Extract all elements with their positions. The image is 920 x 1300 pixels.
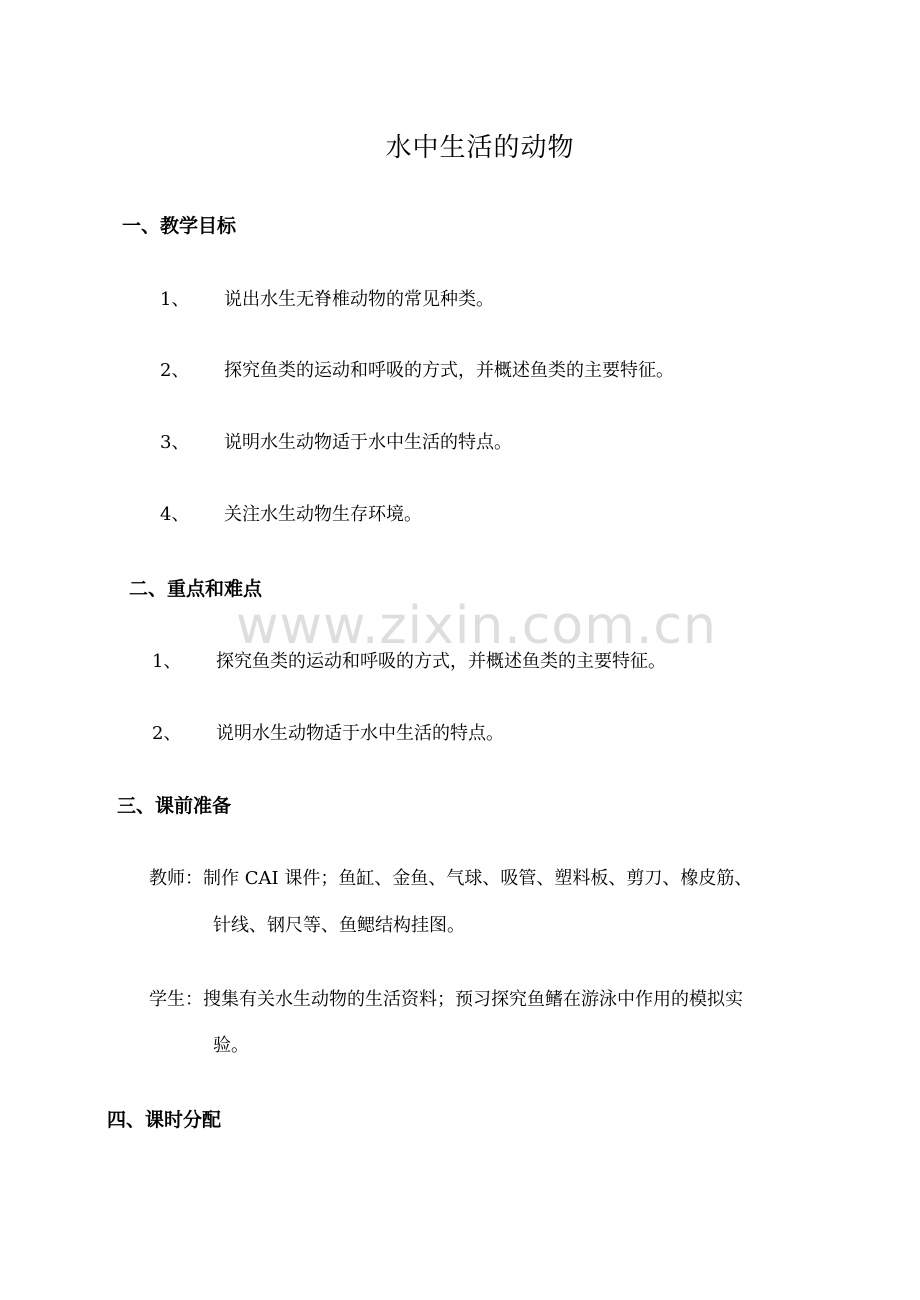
- section-heading-key-points: 二、重点和难点: [129, 578, 263, 600]
- watermark: www.zixin.com.cn: [236, 596, 717, 656]
- item-number: 2、: [152, 723, 182, 744]
- item-text: 说出水生无脊椎动物的常见种类。: [224, 289, 494, 310]
- student-prep-line-1: 学生：搜集有关水生动物的生活资料；预习探究鱼鳍在游泳中作用的模拟实: [149, 989, 743, 1010]
- key-point-item-1: [152, 647, 666, 673]
- objective-item-1: [160, 285, 494, 311]
- item-text: 探究鱼类的运动和呼吸的方式，并概述鱼类的主要特征。: [224, 360, 674, 381]
- section-heading-schedule: 四、课时分配: [107, 1109, 222, 1131]
- teacher-prep-line-2: 针线、钢尺等、鱼鳃结构挂图。: [213, 915, 465, 936]
- key-point-item-2: [152, 719, 504, 745]
- item-text: 探究鱼类的运动和呼吸的方式，并概述鱼类的主要特征。: [216, 651, 666, 672]
- item-number: 1、: [152, 651, 182, 672]
- section-heading-objectives: 一、教学目标: [122, 215, 237, 237]
- objective-item-3: [160, 428, 512, 454]
- item-number: 1、: [160, 289, 190, 310]
- objective-item-2: [160, 356, 674, 382]
- item-number: 2、: [160, 360, 190, 381]
- item-text: 说明水生动物适于水中生活的特点。: [216, 723, 504, 744]
- item-number: 3、: [160, 432, 190, 453]
- objective-item-4: [160, 500, 422, 526]
- document-title: 水中生活的动物: [385, 133, 575, 163]
- item-text: 说明水生动物适于水中生活的特点。: [224, 432, 512, 453]
- item-text: 关注水生动物生存环境。: [224, 504, 422, 525]
- section-heading-preparation: 三、课前准备: [117, 795, 232, 817]
- teacher-prep-line-1: 教师：制作 CAI 课件；鱼缸、金鱼、气球、吸管、塑料板、剪刀、橡皮筋、: [149, 868, 753, 889]
- item-number: 4、: [160, 504, 190, 525]
- student-prep-line-2: 验。: [213, 1035, 249, 1056]
